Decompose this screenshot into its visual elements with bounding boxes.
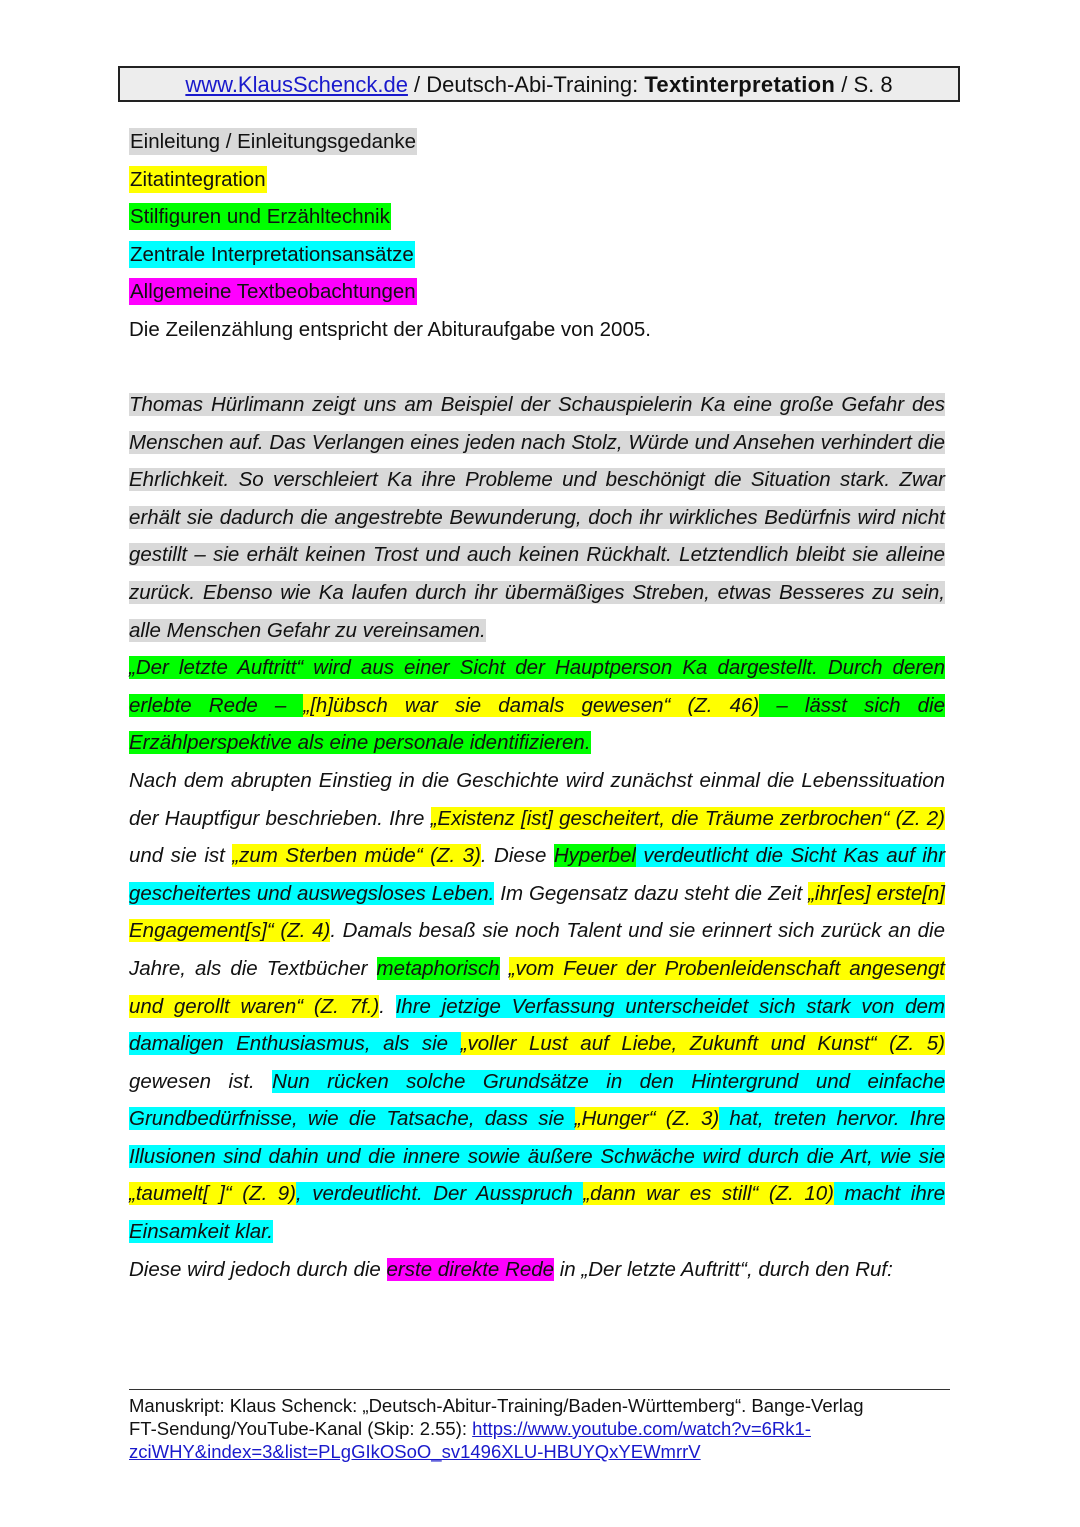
interpretation: , verdeutlicht. Der Ausspruch [296,1182,584,1206]
interpretation: verdeutlicht die Sicht Kas auf ihr gescheitertes und auswegsloses Leben. [129,844,946,905]
stylistic-device: metaphorisch [376,956,500,980]
footer-divider [129,1389,950,1390]
intro-text: Thomas Hürlimann zeigt uns am Beispiel der Schauspielerin Ka eine große Gefahr des Menschen auf. Das Verlangen eines jeden nach Stolz, Würde und Ansehen verhindert die Ehrlichkeit. So verschleiert Ka ihre Probleme und beschönigt die Situation stark. Zwar erhält sie dadurch die angestrebte Bewunderung, doch ihr wirkliches Bedürfnis wird nicht gestillt – sie erhält keinen Trost und auch keinen Rückhalt. Letztendlich bleibt sie alleine zurück. Ebenso wie Ka laufen durch ihr übermäßiges Streben, etwas Besseres zu sein, alle Menschen Gefahr zu vereinsamen. [129,393,945,642]
plain-text: . Damals besaß sie noch Talent und sie erinnert sich zurück an die Jahre, als die Textbücher [129,919,945,980]
youtube-link[interactable]: https://www.youtube.com/watch?v=6Rk1-zciWHY&index=3&list=PLgGIkOSoO_sv1496XLU-HBUYQxYEWmrrV [129,1418,811,1462]
narrative-technique: – lässt sich die Erzählperspektive als eine personale identifizieren. [129,693,945,755]
quote: „taumelt[ ]“ (Z. 9) [129,1182,297,1206]
plain-text: Nach dem abrupten Einstieg in die Geschichte wird zunächst einmal die Lebenssituation der Hauptfigur beschrieben. Ihre [129,768,945,830]
plain-text: Im Gegensatz dazu steht die Zeit [494,881,809,905]
quote: „[h]übsch war sie damals gewesen“ (Z. 46) [303,693,760,717]
quote: „dann war es still“ (Z. 10) [583,1182,834,1206]
stylistic-device: Hyperbel [553,844,636,868]
legend-item-observations: Allgemeine Textbeobachtungen [130,280,416,304]
legend-item-interpretation: Zentrale Interpretationsansätze [130,242,414,266]
legend-item-quotation: Zitatintegration [130,167,266,191]
interpretation: hat, treten hervor. Ihre Illusionen sind dahin und die innere sowie äußere Schwäche wird durch die Art, wie sie [129,1107,946,1168]
text-observation: erste direkte Rede [386,1257,555,1281]
plain-text: . [379,994,396,1018]
closing-paragraph [129,1251,945,1289]
interpretation: macht ihre Einsamkeit klar. [129,1182,945,1244]
legend-item-stylistic-devices: Stilfiguren und Erzähltechnik [130,205,390,229]
interpretation: Ihre jetzige Verfassung unterscheidet sich stark von dem damaligen Enthusiasmus, als sie [129,994,945,1056]
line-numbering-note: Die Zeilenzählung entspricht der Abituraufgabe von 2005. [129,318,651,341]
header-topic: Textinterpretation [644,72,836,97]
plain-text: in „Der letzte Auftritt“, durch den Ruf: [554,1257,893,1281]
narrative-paragraph [129,649,945,762]
analysis-paragraph [129,762,945,1251]
footer-manuscript-credit: Manuskript: Klaus Schenck: „Deutsch-Abitur-Training/Baden-Württemberg“. Bange-Verlag [129,1395,864,1416]
quote: „ihr[es] erste[n] Engagement[s]“ (Z. 4) [129,881,946,943]
plain-text: Diese wird jedoch durch die [129,1257,387,1281]
header-breadcrumb: / Deutsch-Abi-Training: [407,72,645,97]
page-footer [129,1394,959,1463]
interpretation: Nun rücken solche Grundsätze in den Hintergrund und einfache Grundbedürfnisse, wie die Tatsache, dass sie [129,1069,945,1131]
plain-text: und sie ist [129,844,233,868]
quote: „zum Sterben müde“ (Z. 3) [232,844,481,868]
narrative-technique: „Der letzte Auftritt“ wird aus einer Sicht der Hauptperson Ka dargestellt. Durch deren erlebte Rede – [129,656,945,717]
plain-text [500,957,509,980]
plain-text: gewesen ist. [129,1069,273,1093]
quote: „Existenz [ist] gescheitert, die Träume zerbrochen“ (Z. 2) [430,806,945,830]
legend-item-introduction: Einleitung / Einleitungsgedanke [130,130,417,153]
color-legend [129,126,417,314]
page-header [118,66,960,102]
quote: „Hunger“ (Z. 3) [574,1107,720,1131]
interpretation-text [129,386,945,1288]
site-link[interactable]: www.KlausSchenck.de [185,72,408,97]
header-page-number: / S. 8 [835,72,893,97]
plain-text: . Diese [480,844,554,868]
intro-paragraph [129,386,945,649]
quote: „vom Feuer der Probenleidenschaft angesengt und gerollt waren“ (Z. 7f.) [129,956,945,1018]
footer-video-label: FT-Sendung/YouTube-Kanal (Skip: 2.55): [129,1418,473,1439]
footer-video-line [129,1417,959,1463]
quote: „voller Lust auf Liebe, Zukunft und Kunst“ (Z. 5) [460,1032,945,1056]
